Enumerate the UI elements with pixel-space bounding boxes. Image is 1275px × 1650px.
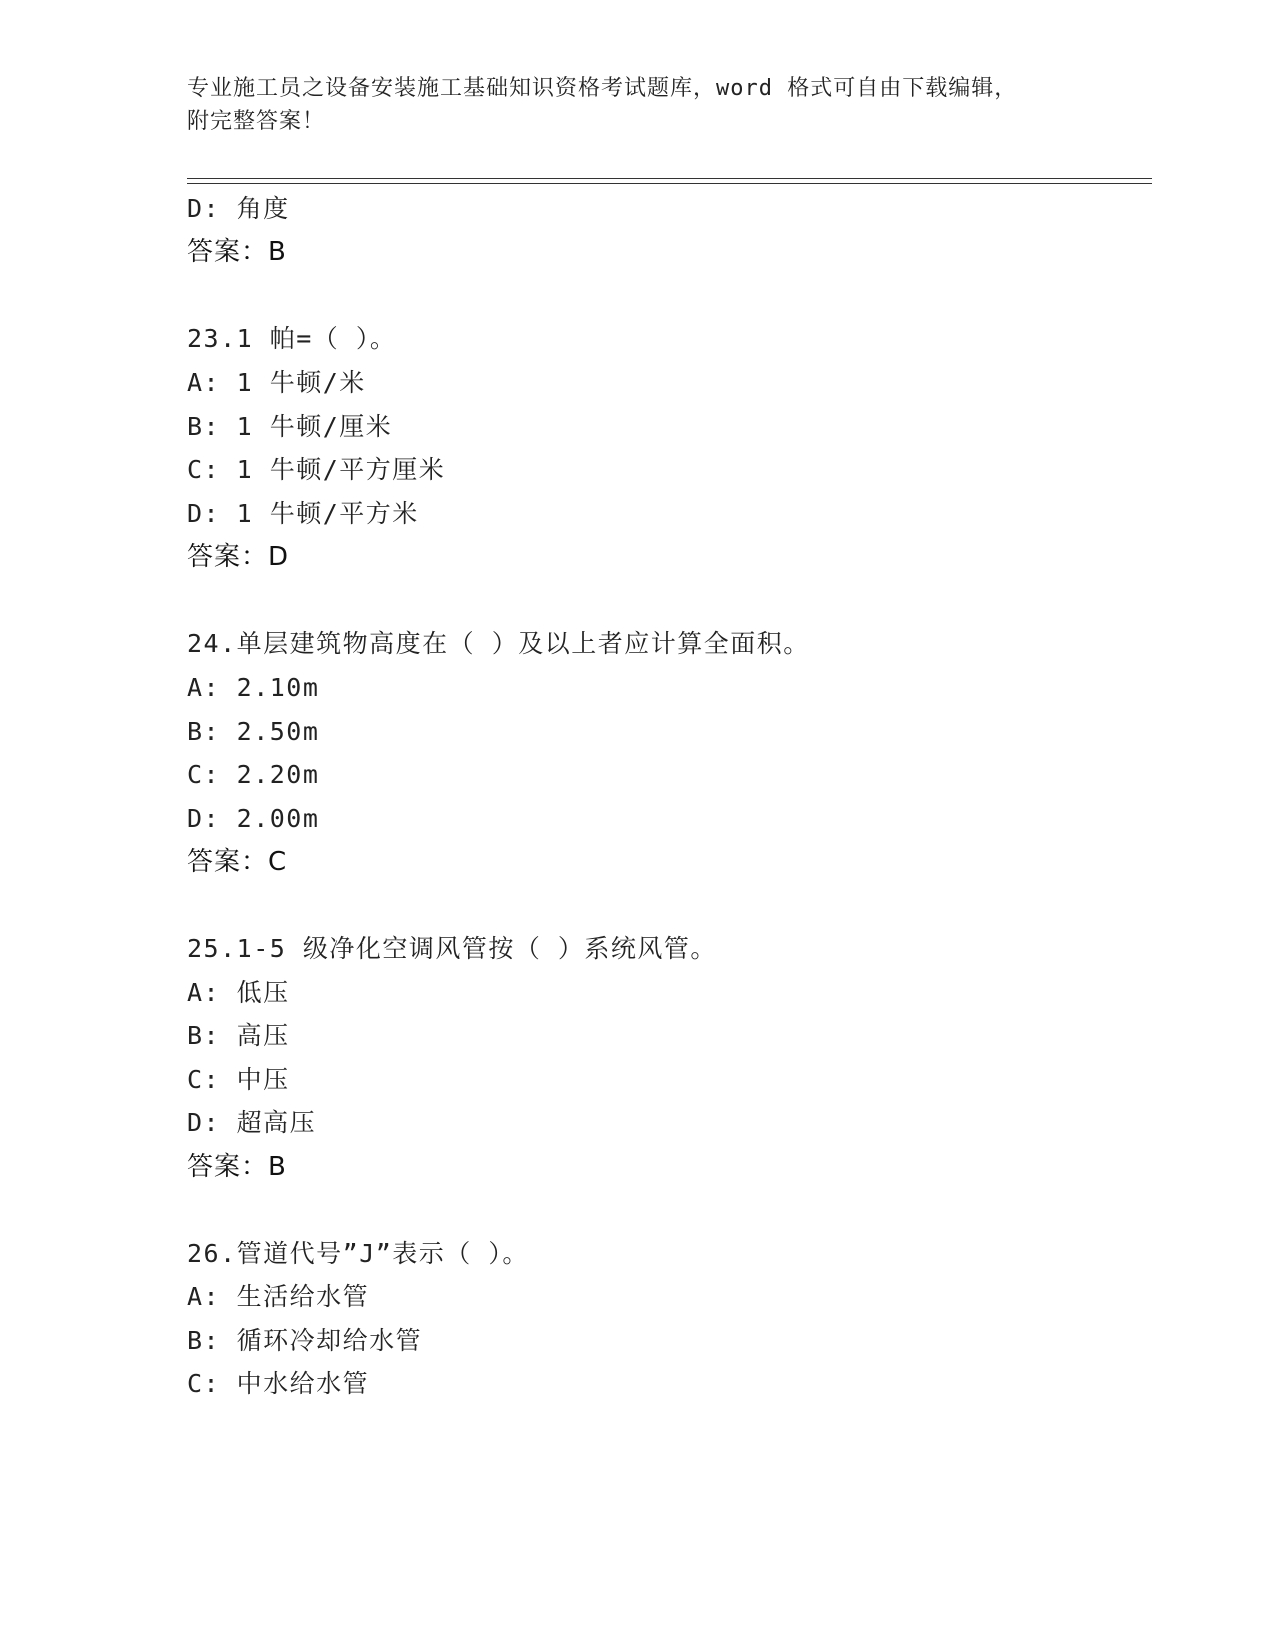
prev-answer: 答案：B [187, 237, 287, 267]
header-rule-bottom [187, 183, 1152, 184]
question-24-option-a: A: 2.10m [187, 673, 320, 702]
question-25-option-a: A: 低压 [187, 978, 290, 1007]
question-23-stem: 23.1 帕=（ ）。 [187, 324, 397, 353]
question-26-option-b: B: 循环冷却给水管 [187, 1326, 423, 1355]
header-rule-top [187, 178, 1152, 179]
question-23-option-d: D: 1 牛顿/平方米 [187, 499, 419, 528]
question-26-option-a: A: 生活给水管 [187, 1282, 370, 1311]
question-23-option-c: C: 1 牛顿/平方厘米 [187, 455, 446, 484]
question-25-answer: 答案：B [187, 1152, 287, 1182]
question-25-stem: 25.1-5 级净化空调风管按（ ）系统风管。 [187, 934, 717, 963]
question-24-answer: 答案：C [187, 847, 288, 877]
question-25-option-d: D: 超高压 [187, 1108, 317, 1137]
question-23-answer: 答案：D [187, 542, 290, 572]
question-25-option-b: B: 高压 [187, 1021, 290, 1050]
header-line-2: 附完整答案！ [187, 109, 326, 134]
prev-option-d: D: 角度 [187, 194, 290, 223]
question-24-option-d: D: 2.00m [187, 804, 320, 833]
question-26-option-c: C: 中水给水管 [187, 1369, 370, 1398]
header-line-1: 专业施工员之设备安装施工基础知识资格考试题库，word 格式可自由下载编辑， [187, 76, 1018, 101]
question-23-option-a: A: 1 牛顿/米 [187, 368, 366, 397]
question-24-option-c: C: 2.20m [187, 760, 320, 789]
question-26-stem: 26.管道代号”J”表示（ ）。 [187, 1239, 529, 1268]
question-23-option-b: B: 1 牛顿/厘米 [187, 412, 393, 441]
document-header [187, 72, 1067, 138]
question-25-option-c: C: 中压 [187, 1065, 290, 1094]
question-24-stem: 24.单层建筑物高度在（ ）及以上者应计算全面积。 [187, 629, 810, 658]
question-24-option-b: B: 2.50m [187, 717, 320, 746]
